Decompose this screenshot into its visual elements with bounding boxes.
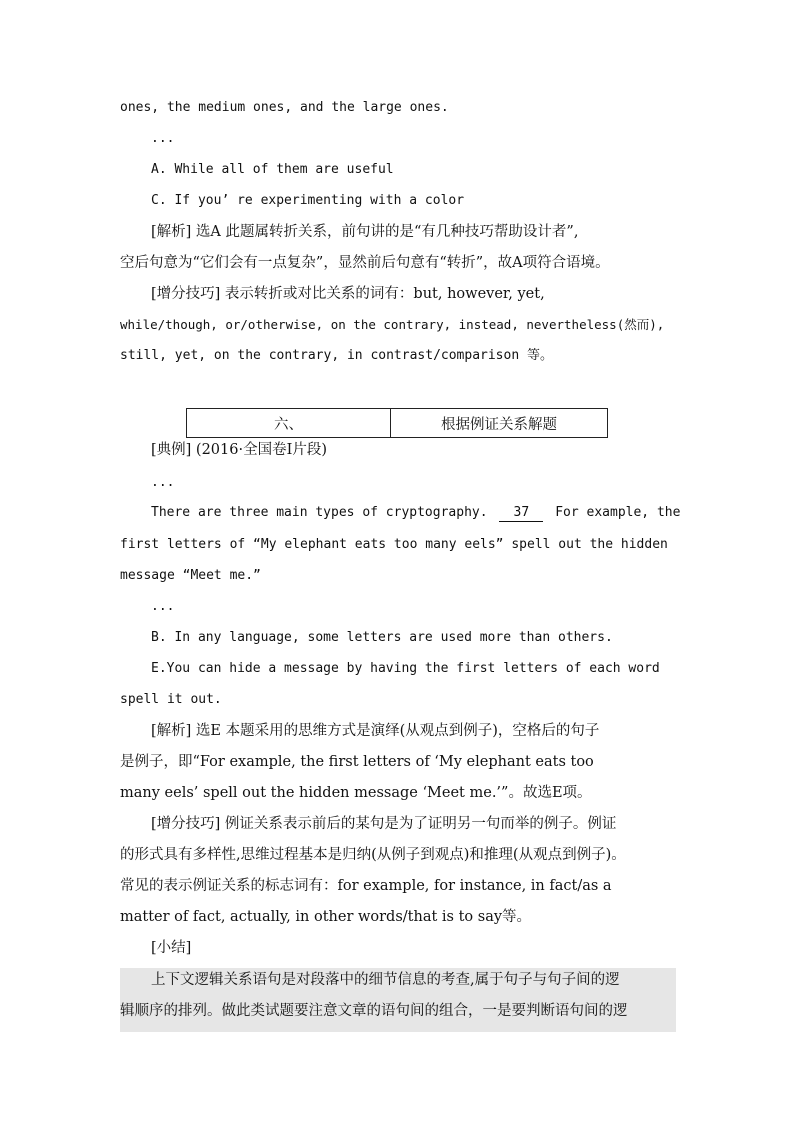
tip-line: while/though, or/otherwise, on the contrary, instead, nevertheless(然而), [120, 317, 665, 332]
question-line: message “Meet me.” [120, 568, 261, 583]
section-title: 根据例证关系解题 [441, 416, 557, 433]
section-number: 六、 [187, 409, 391, 437]
tip-line: 常见的表示例证关系的标志词有：for example, for instance, in fact/as a [120, 878, 612, 894]
tip-line: matter of fact, actually, in other words/that is to say等。 [120, 909, 532, 925]
tip-line: still, yet, on the contrary, in contrast/comparison 等。 [120, 348, 553, 363]
example-source: [典例] (2016·全国卷Ⅰ片段) [151, 442, 327, 458]
option-a: A. While all of them are useful [151, 162, 394, 177]
analysis-line: [解析] 选A 此题属转折关系，前句讲的是“有几种技巧帮助设计者”, [151, 224, 579, 240]
ellipsis: ... [151, 599, 175, 614]
question-text: There are three main types of cryptography. [151, 505, 488, 520]
analysis-line: 是例子，即“For example, the first letters of ‘My elephant eats too [120, 754, 594, 770]
option-e-continued: spell it out. [120, 692, 222, 707]
question-line [151, 503, 681, 523]
text-line: ones, the medium ones, and the large ones. [120, 100, 449, 115]
option-e: E.You can hide a message by having the first letters of each word [151, 661, 660, 676]
tip-line: [增分技巧] 例证关系表示前后的某句是为了证明另一句而举的例子。例证 [151, 816, 617, 832]
option-b: B. In any language, some letters are used more than others. [151, 630, 613, 645]
tip-line: [增分技巧] 表示转折或对比关系的词有：but, however, yet, [151, 286, 545, 302]
option-c: C. If you’ re experimenting with a color [151, 193, 465, 208]
summary-heading: [小结] [151, 940, 192, 956]
ellipsis: ... [151, 131, 175, 146]
answer-blank: 37 [499, 505, 543, 522]
question-text: For example, the [555, 505, 681, 520]
question-line: first letters of “My elephant eats too many eels” spell out the hidden [120, 537, 668, 552]
analysis-line: [解析] 选E 本题采用的思维方式是演绎(从观点到例子)，空格后的句子 [151, 723, 600, 739]
summary-line: 辑顺序的排列。做此类试题要注意文章的语句间的组合，一是要判断语句间的逻 [120, 1003, 628, 1019]
summary-line: 上下文逻辑关系语句是对段落中的细节信息的考查,属于句子与句子间的逻 [151, 972, 620, 988]
tip-line: 的形式具有多样性,思维过程基本是归纳(从例子到观点)和推理(从观点到例子)。 [120, 847, 626, 863]
ellipsis: ... [151, 475, 175, 490]
analysis-line: many eels’ spell out the hidden message ‘Meet me.’”。故选E项。 [120, 785, 592, 801]
analysis-line: 空后句意为“它们会有一点复杂”，显然前后句意有“转折”，故A项符合语境。 [120, 255, 610, 271]
section-header-table [186, 408, 608, 438]
